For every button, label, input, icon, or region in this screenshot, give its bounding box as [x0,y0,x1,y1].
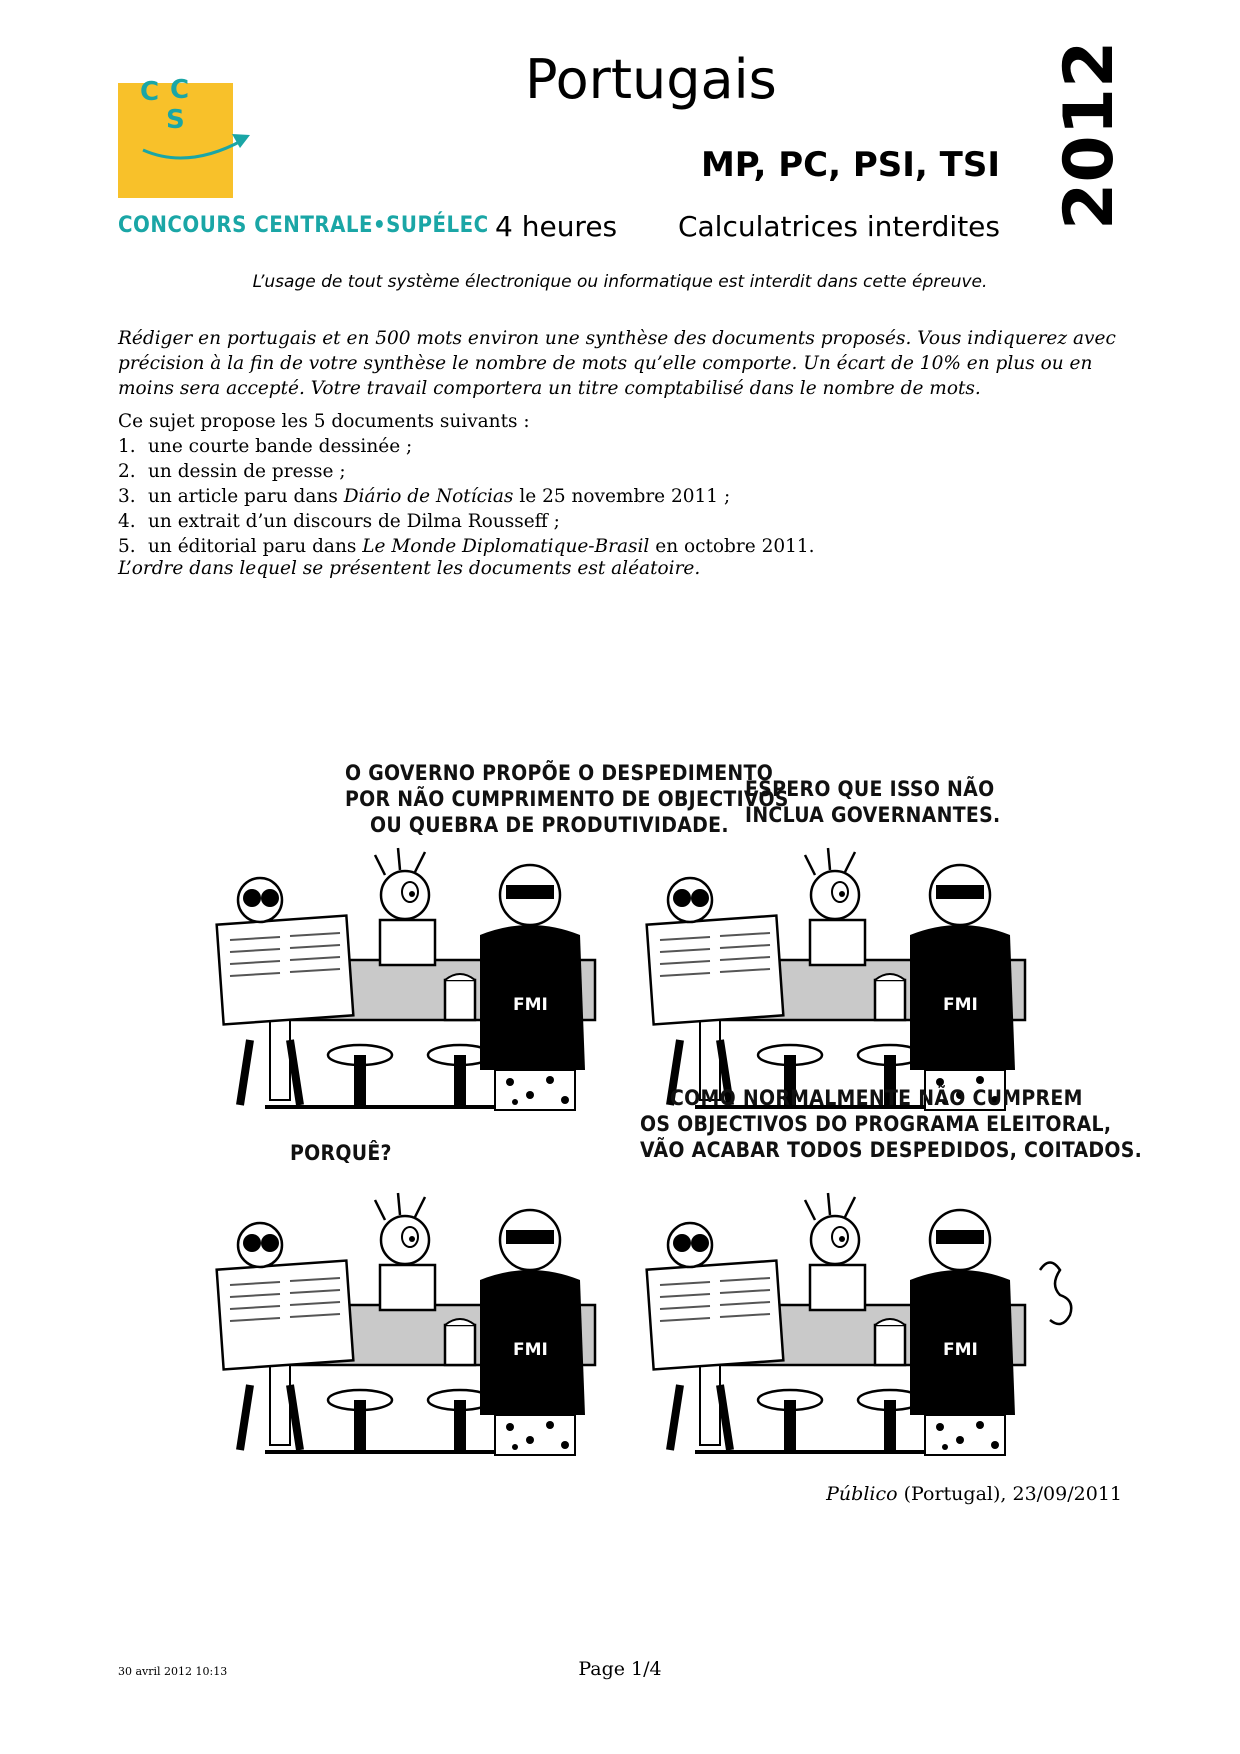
comic-panel-4 [640,1085,1142,1455]
svg-text:VÃO ACABAR TODOS DESPEDIDOS, C: VÃO ACABAR TODOS DESPEDIDOS, COITADOS. [640,1138,1143,1162]
list-item: 5. un éditorial paru dans Le Monde Diplomatique-Brasil en octobre 2011. [118,536,815,557]
svg-text:COMO NORMALMENTE NÃO CUMPREM: COMO NORMALMENTE NÃO CUMPREM [670,1086,1083,1110]
instructions-paragraph: Rédiger en portugais et en 500 mots environ une synthèse des documents proposés. Vous indiquerez avec précision à la fin de votre synthèse le nombre de mots qu’elle comporte. Un écart de 10% en plus ou en moins sera accepté. Votre travail comportera un titre comptabilisé dans le nombre de mots. [118,328,1116,399]
svg-text:O GOVERNO PROPÕE O DESPEDIMENT: O GOVERNO PROPÕE O DESPEDIMENTO [345,761,774,785]
list-item: 4. un extrait d’un discours de Dilma Rousseff ; [118,511,560,532]
logo-smile-arrow [143,140,243,158]
list-item: 1. une courte bande dessinée ; [118,436,413,457]
list-item: 3. un article paru dans Diário de Notícias le 25 novembre 2011 ; [118,486,731,507]
exam-duration: 4 heures [495,210,618,243]
logo-caption: CONCOURS CENTRALE•SUPÉLEC [118,213,489,238]
list-item: 2. un dessin de presse ; [118,461,346,482]
electronics-notice: L’usage de tout système électronique ou informatique est interdit dans cette épreuve. [252,272,988,292]
page-number: Page 1/4 [578,1658,662,1680]
documents-intro: Ce sujet propose les 5 documents suivants : [118,411,530,432]
subject-title: Portugais [525,48,777,111]
svg-text:OU QUEBRA DE PRODUTIVIDADE.: OU QUEBRA DE PRODUTIVIDADE. [370,813,729,837]
documents-list [118,434,815,559]
exam-year-text: 2012 [1050,40,1129,230]
logo-letter-3: S [166,105,185,135]
svg-text:OS OBJECTIVOS DO PROGRAMA ELEI: OS OBJECTIVOS DO PROGRAMA ELEITORAL, [640,1112,1112,1136]
artist-signature [1040,1263,1071,1325]
svg-text:INCLUA GOVERNANTES.: INCLUA GOVERNANTES. [745,803,1001,827]
logo-letter-1: C [140,77,160,107]
order-note: L’ordre dans lequel se présentent les documents est aléatoire. [118,558,701,579]
svg-text:POR NÃO CUMPRIMENTO DE OBJECTI: POR NÃO CUMPRIMENTO DE OBJECTIVOS [345,787,789,811]
comic-strip [200,740,1143,1480]
comic-source: Público (Portugal), 23/09/2011 [826,1483,1122,1505]
logo-letter-2: C [170,75,190,105]
svg-text:ESPERO QUE ISSO NÃO: ESPERO QUE ISSO NÃO [745,777,995,801]
footer-timestamp: 30 avril 2012 10:13 [118,1665,228,1678]
svg-text:PORQUÊ?: PORQUÊ? [290,1141,392,1165]
comic-panel-3 [217,1140,595,1455]
calculator-rule: Calculatrices interdites [677,210,1000,243]
concours-logo [118,70,278,200]
exam-series: MP, PC, PSI, TSI [700,145,1000,185]
